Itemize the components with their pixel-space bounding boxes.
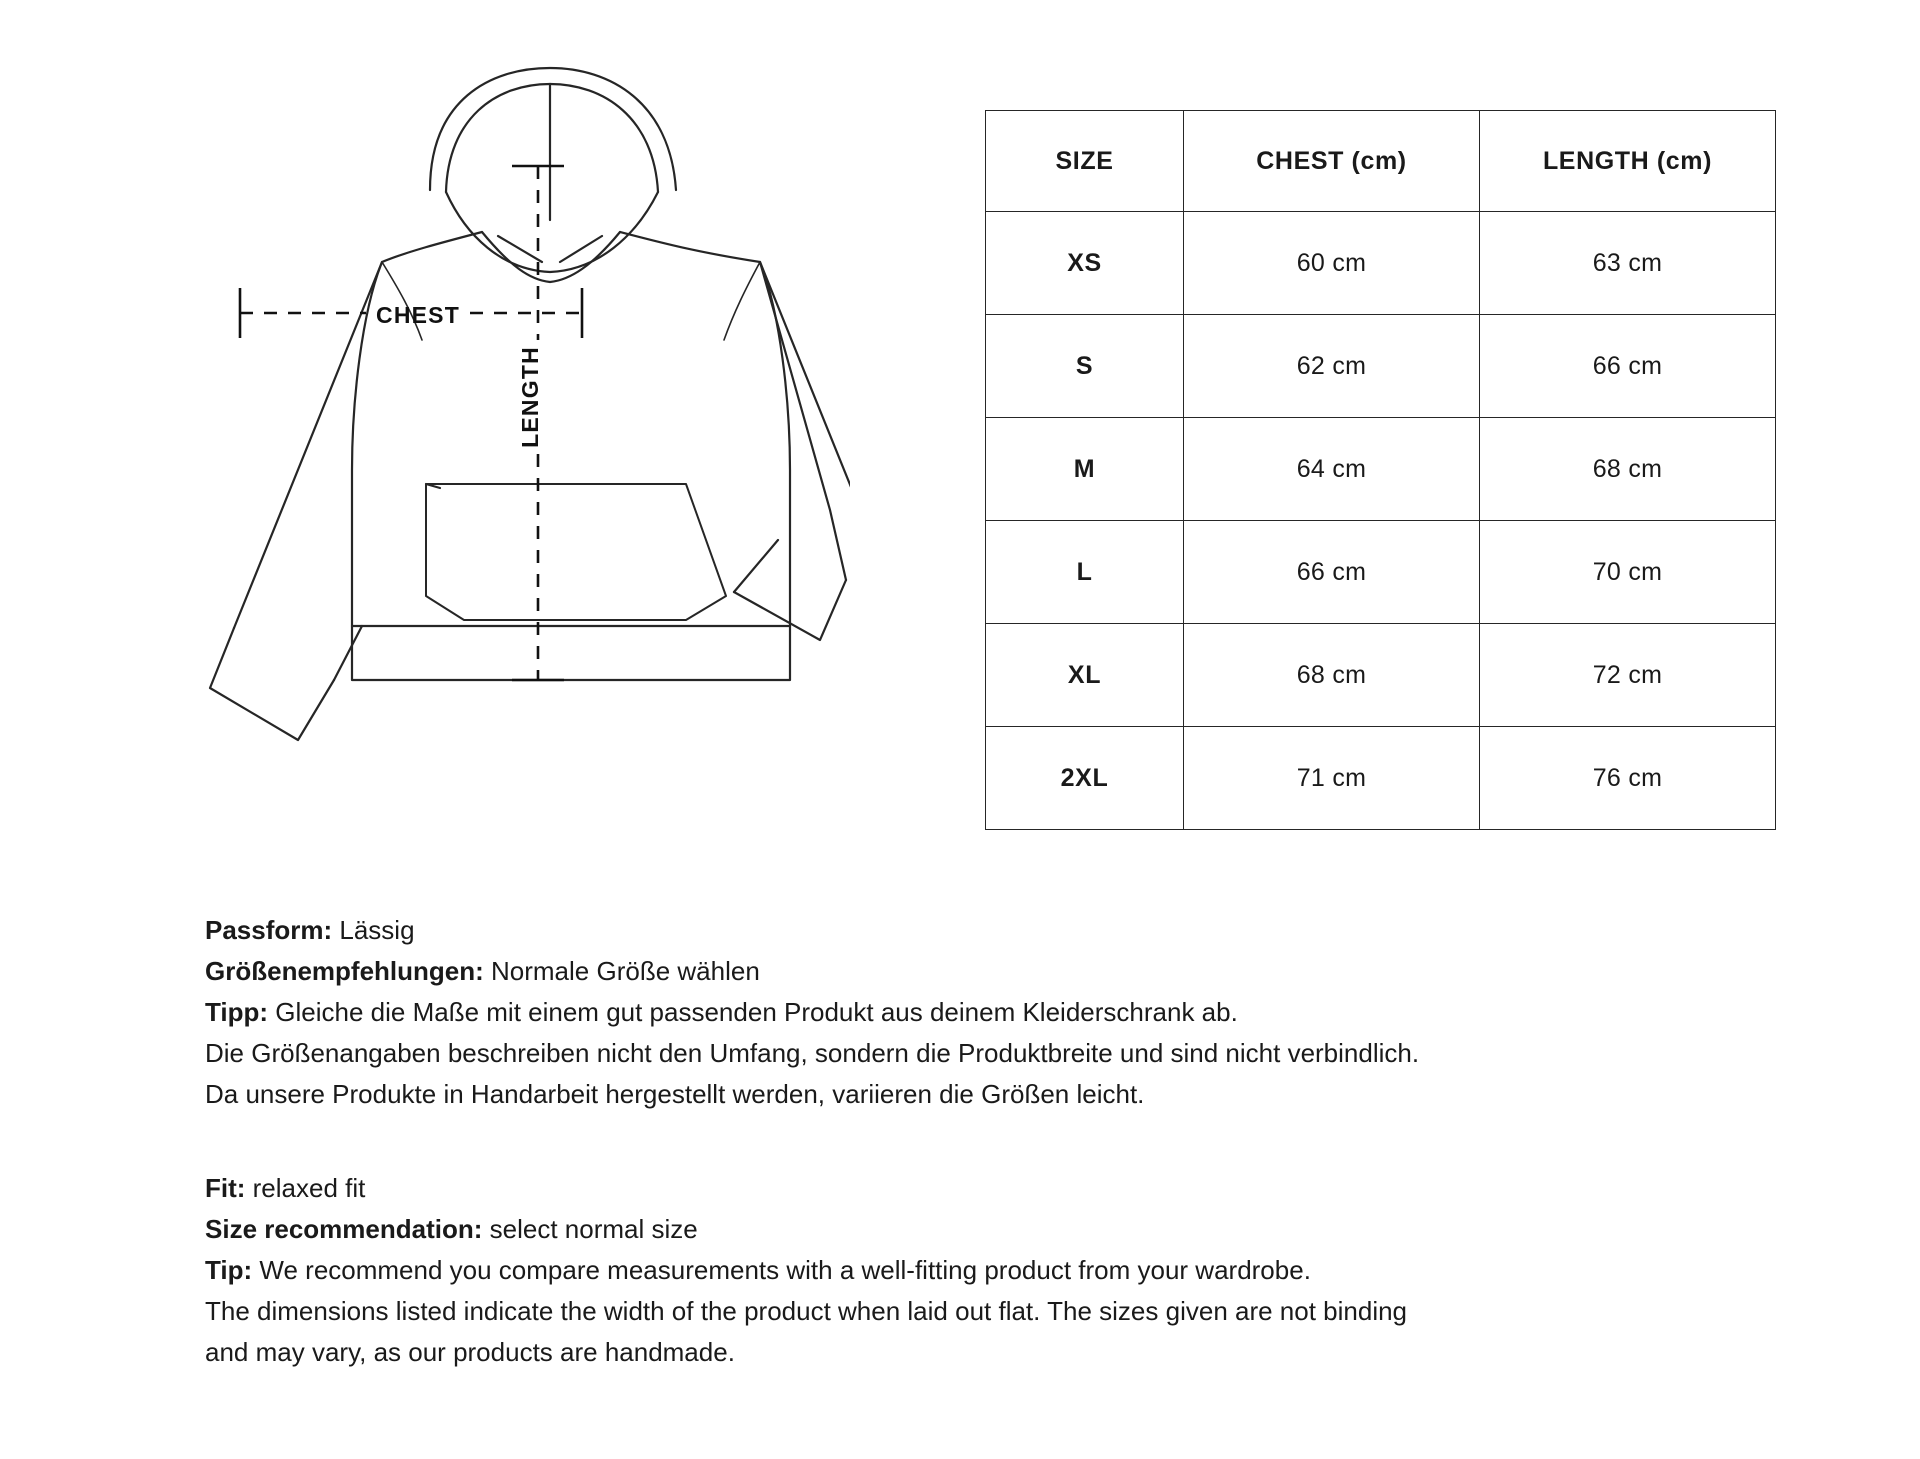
table-row xyxy=(986,418,1776,521)
length-label: LENGTH xyxy=(517,346,543,448)
info-block-german xyxy=(205,910,1765,1115)
info-line-4-en: The dimensions listed indicate the width of the product when laid out flat. The sizes given are not binding xyxy=(205,1296,1408,1326)
info-value-fit-en: relaxed fit xyxy=(245,1173,366,1203)
cell-size: XS xyxy=(986,212,1184,315)
cell-size: XL xyxy=(986,624,1184,727)
hoodie-icon xyxy=(130,40,850,870)
header-length: LENGTH (cm) xyxy=(1480,111,1776,212)
table-row xyxy=(986,727,1776,830)
cell-chest: 60 cm xyxy=(1184,212,1480,315)
table-row xyxy=(986,212,1776,315)
info-line-fit-de xyxy=(205,910,1765,951)
cell-size: S xyxy=(986,315,1184,418)
info-line-5-en: and may vary, as our products are handmade. xyxy=(205,1337,735,1367)
info-label-fit-de: Passform: xyxy=(205,915,333,945)
info-label-recommendation-de: Größenempfehlungen: xyxy=(205,956,484,986)
table-row xyxy=(986,521,1776,624)
cell-length: 70 cm xyxy=(1480,521,1776,624)
cell-chest: 71 cm xyxy=(1184,727,1480,830)
info-label-tip-en: Tip: xyxy=(205,1255,253,1285)
cell-length: 66 cm xyxy=(1480,315,1776,418)
cell-chest: 68 cm xyxy=(1184,624,1480,727)
info-line-4-de: Die Größenangaben beschreiben nicht den Umfang, sondern die Produktbreite und sind nicht verbindlich. xyxy=(205,1038,1420,1068)
info-block-english xyxy=(205,1168,1765,1373)
header-size: SIZE xyxy=(986,111,1184,212)
size-table xyxy=(985,110,1776,830)
info-label-recommendation-en: Size recommendation: xyxy=(205,1214,483,1244)
info-value-recommendation-de: Normale Größe wählen xyxy=(483,956,760,986)
info-line-fit-en xyxy=(205,1168,1765,1209)
cell-size: L xyxy=(986,521,1184,624)
header-chest: CHEST (cm) xyxy=(1184,111,1480,212)
cell-chest: 66 cm xyxy=(1184,521,1480,624)
info-line-5-de: Da unsere Produkte in Handarbeit hergestellt werden, variieren die Größen leicht. xyxy=(205,1079,1145,1109)
garment-illustration xyxy=(130,40,850,870)
table-row xyxy=(986,624,1776,727)
info-line-tip-de xyxy=(205,992,1765,1033)
info-line-tip-en xyxy=(205,1250,1765,1291)
info-label-fit-en: Fit: xyxy=(205,1173,246,1203)
info-value-fit-de: Lässig xyxy=(332,915,415,945)
info-value-tip-en: We recommend you compare measurements with a well-fitting product from your wardrobe. xyxy=(252,1255,1311,1285)
cell-chest: 62 cm xyxy=(1184,315,1480,418)
cell-length: 72 cm xyxy=(1480,624,1776,727)
chest-label: CHEST xyxy=(376,302,460,328)
cell-length: 63 cm xyxy=(1480,212,1776,315)
table-header-row xyxy=(986,111,1776,212)
cell-length: 76 cm xyxy=(1480,727,1776,830)
cell-length: 68 cm xyxy=(1480,418,1776,521)
cell-size: 2XL xyxy=(986,727,1184,830)
cell-chest: 64 cm xyxy=(1184,418,1480,521)
info-line-recommendation-de xyxy=(205,951,1765,992)
info-value-tip-de: Gleiche die Maße mit einem gut passenden Produkt aus deinem Kleiderschrank ab. xyxy=(268,997,1238,1027)
info-value-recommendation-en: select normal size xyxy=(482,1214,698,1244)
info-line-recommendation-en xyxy=(205,1209,1765,1250)
table-row xyxy=(986,315,1776,418)
info-label-tip-de: Tipp: xyxy=(205,997,269,1027)
cell-size: M xyxy=(986,418,1184,521)
